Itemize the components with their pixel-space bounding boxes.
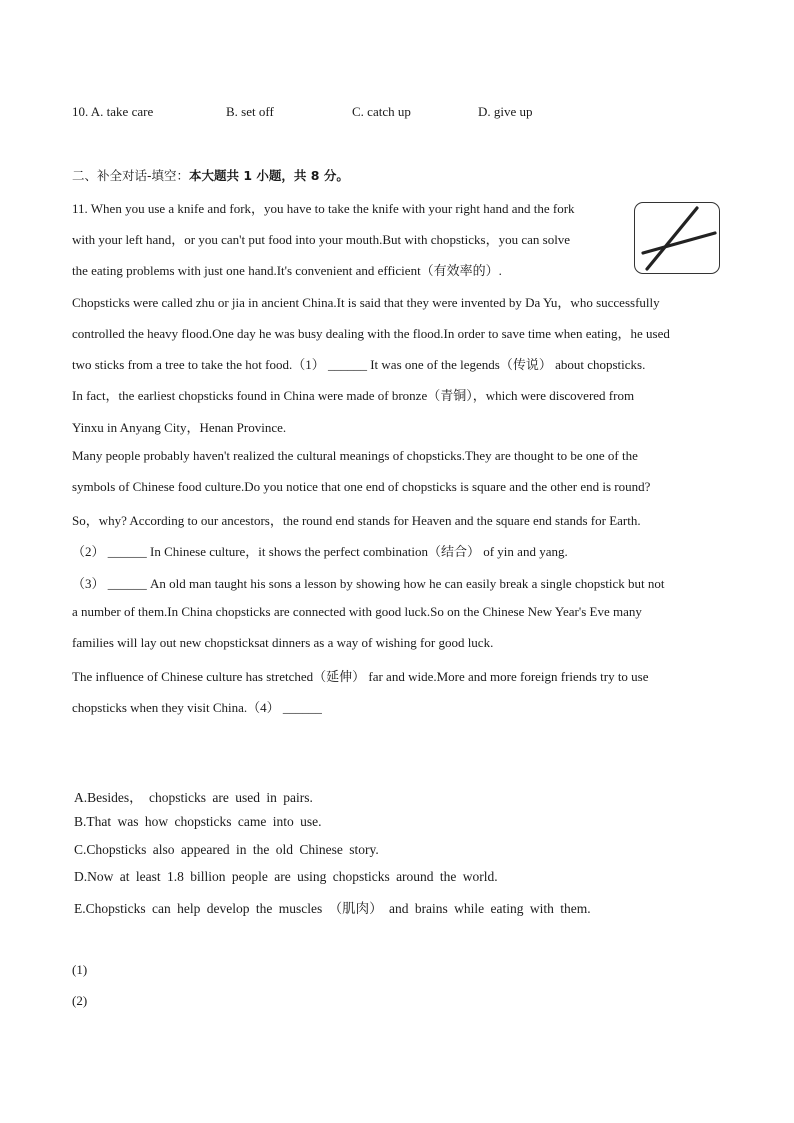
passage-line-2: with your left hand，or you can't put food into your mouth.But with chopsticks，you can solve <box>72 232 571 247</box>
passage-line-13: （3） ______ An old man taught his sons a lesson by showing how he can easily break a single chopstick but not <box>72 576 665 591</box>
passage-line-10: symbols of Chinese food culture.Do you notice that one end of chopsticks is square and the other end is round? <box>72 479 651 494</box>
q10-option-b: B. set off <box>226 104 274 119</box>
q10-option-c: C. catch up <box>352 104 411 119</box>
passage-line-1: 11. When you use a knife and fork，you have to take the knife with your right hand and the fork <box>72 201 575 216</box>
choice-e: E.Chopsticks can help develop the muscles （肌肉） and brains while eating with them. <box>74 901 591 916</box>
answer-label-2: (2) <box>72 993 88 1008</box>
passage-line-7: In fact，the earliest chopsticks found in China were made of bronze（青铜），which were discovered from <box>72 388 635 403</box>
passage-line-11: So，why? According to our ancestors，the round end stands for Heaven and the square end stands for Earth. <box>72 513 641 528</box>
q10-option-d: D. give up <box>478 104 533 119</box>
section-heading <box>72 166 349 184</box>
passage-line-5: controlled the heavy flood.One day he was busy dealing with the flood.In order to save time when eating，he used <box>72 326 670 341</box>
passage-line-9: Many people probably haven't realized the cultural meanings of chopsticks.They are thought to be one of the <box>72 448 638 463</box>
passage-line-6: two sticks from a tree to take the hot food.（1） ______ It was one of the legends（传说） about chopsticks. <box>72 357 646 372</box>
chopsticks-image <box>634 202 720 274</box>
choice-d: D.Now at least 1.8 billion people are using chopsticks around the world. <box>74 869 498 884</box>
passage-line-12: （2） ______ In Chinese culture，it shows the perfect combination（结合） of yin and yang. <box>72 544 568 559</box>
passage-line-16: The influence of Chinese culture has stretched（延伸） far and wide.More and more foreign friends try to use <box>72 669 649 684</box>
choice-a: A.Besides， chopsticks are used in pairs. <box>74 790 313 805</box>
passage-line-8: Yinxu in Anyang City，Henan Province. <box>72 420 287 435</box>
section-prefix: 二、补全对话-填空： <box>72 168 190 183</box>
passage-line-17: chopsticks when they visit China.（4） ______ <box>72 700 322 715</box>
choice-c: C.Chopsticks also appeared in the old Chinese story. <box>74 842 379 857</box>
section-title: 本大题共 1 小题，共 8 分。 <box>189 168 349 183</box>
q10-option-a: 10. A. take care <box>72 104 154 119</box>
passage-line-15: families will lay out new chopsticksat dinners as a way of wishing for good luck. <box>72 635 494 650</box>
answer-label-1: (1) <box>72 962 88 977</box>
chopsticks-icon <box>635 203 719 273</box>
passage-line-3: the eating problems with just one hand.It's convenient and efficient（有效率的）. <box>72 263 502 278</box>
choice-b: B.That was how chopsticks came into use. <box>74 814 322 829</box>
passage-line-4: Chopsticks were called zhu or jia in ancient China.It is said that they were invented by Da Yu，who successfully <box>72 295 660 310</box>
passage-line-14: a number of them.In China chopsticks are connected with good luck.So on the Chinese New Year's Eve many <box>72 604 642 619</box>
